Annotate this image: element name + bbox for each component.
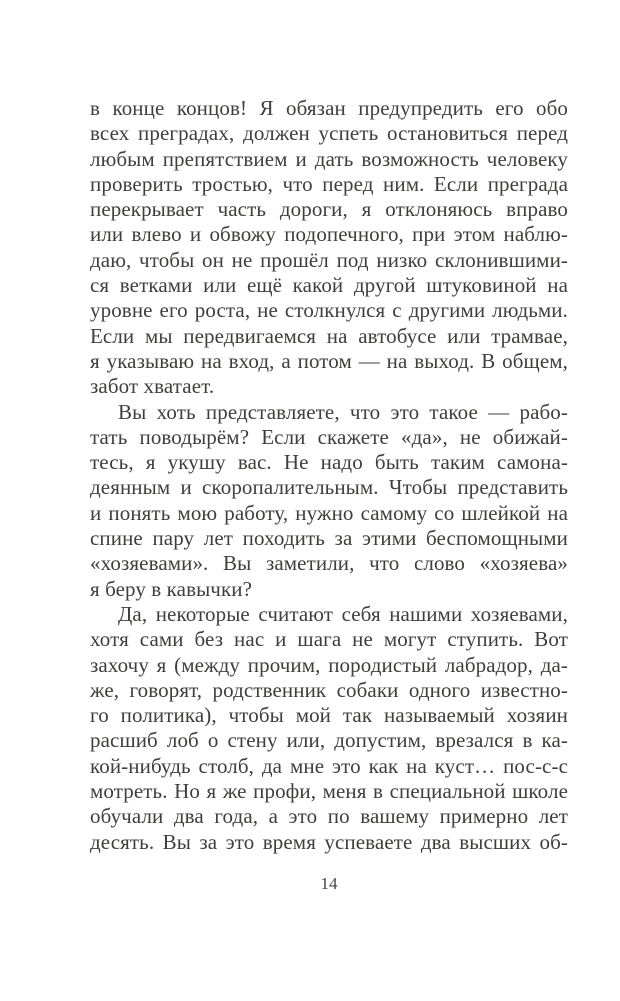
text-line: десять. Вы за это время успеваете два высших об- bbox=[90, 829, 568, 854]
text-line: даю, чтобы он не прошёл под низко склонившими- bbox=[90, 247, 568, 272]
text-line: всех преградах, должен успеть остановиться перед bbox=[90, 121, 568, 146]
page-number: 14 bbox=[320, 874, 338, 893]
text-line: в конце концов! Я обязан предупредить его обо bbox=[90, 96, 568, 120]
text-line paragraph-start: Вы хоть представляете, что это такое — рабо- bbox=[118, 399, 568, 424]
text-line: обучали два года, а это по вашему примерно лет bbox=[90, 804, 568, 829]
text-line: уровне его роста, не столкнулся с другими людьми. bbox=[90, 298, 568, 323]
text-column bbox=[90, 96, 568, 855]
text-line: спине пару лет походить за этими беспомощными bbox=[90, 526, 568, 551]
text-line: го политика), чтобы мой так называемый хозяин bbox=[90, 703, 568, 728]
text-line paragraph-end: забот хватает. bbox=[90, 374, 215, 399]
text-line: захочу я (между прочим, породистый лабрадор, да- bbox=[90, 652, 568, 677]
text-line: и понять мою работу, нужно самому со шлейкой на bbox=[90, 500, 568, 525]
text-line: же, говорят, родственник собаки одного известно- bbox=[90, 677, 568, 702]
text-line: тесь, я укушу вас. Не надо быть таким самона- bbox=[90, 450, 568, 475]
text-line: расшиб лоб о стену или, допустим, врезался в ка- bbox=[90, 728, 568, 753]
text-line paragraph-end: я беру в кавычки? bbox=[90, 576, 253, 601]
text-line: кой-нибудь столб, да мне это как на куст… пос-с-с bbox=[90, 753, 568, 778]
text-line: мотреть. Но я же профи, меня в специальной школе bbox=[90, 779, 568, 804]
text-line: я указываю на вход, а потом — на выход. В общем, bbox=[90, 348, 568, 373]
text-line: любым препятствием и дать возможность человеку bbox=[90, 146, 568, 171]
text-line: хотя сами без нас и шага не могут ступить. Вот bbox=[90, 627, 568, 652]
text-line: тать поводырём? Если скажете «да», не обижай- bbox=[90, 424, 568, 449]
text-line paragraph-start: Да, некоторые считают себя нашими хозяевами, bbox=[118, 601, 568, 626]
text-line: или влево и обвожу подопечного, при этом наблю- bbox=[90, 222, 568, 247]
text-line: «хозяевами». Вы заметили, что слово «хозяева» bbox=[90, 551, 568, 576]
text-line: перекрывает часть дороги, я отклоняюсь вправо bbox=[90, 197, 568, 222]
text-line: проверить тростью, что перед ним. Если преграда bbox=[90, 171, 568, 196]
text-line: деянным и скоропалительным. Чтобы представить bbox=[90, 475, 568, 500]
text-line: Если мы передвигаемся на автобусе или трамвае, bbox=[90, 323, 568, 348]
text-line: ся ветками или ещё какой другой штуковиной на bbox=[90, 273, 568, 298]
